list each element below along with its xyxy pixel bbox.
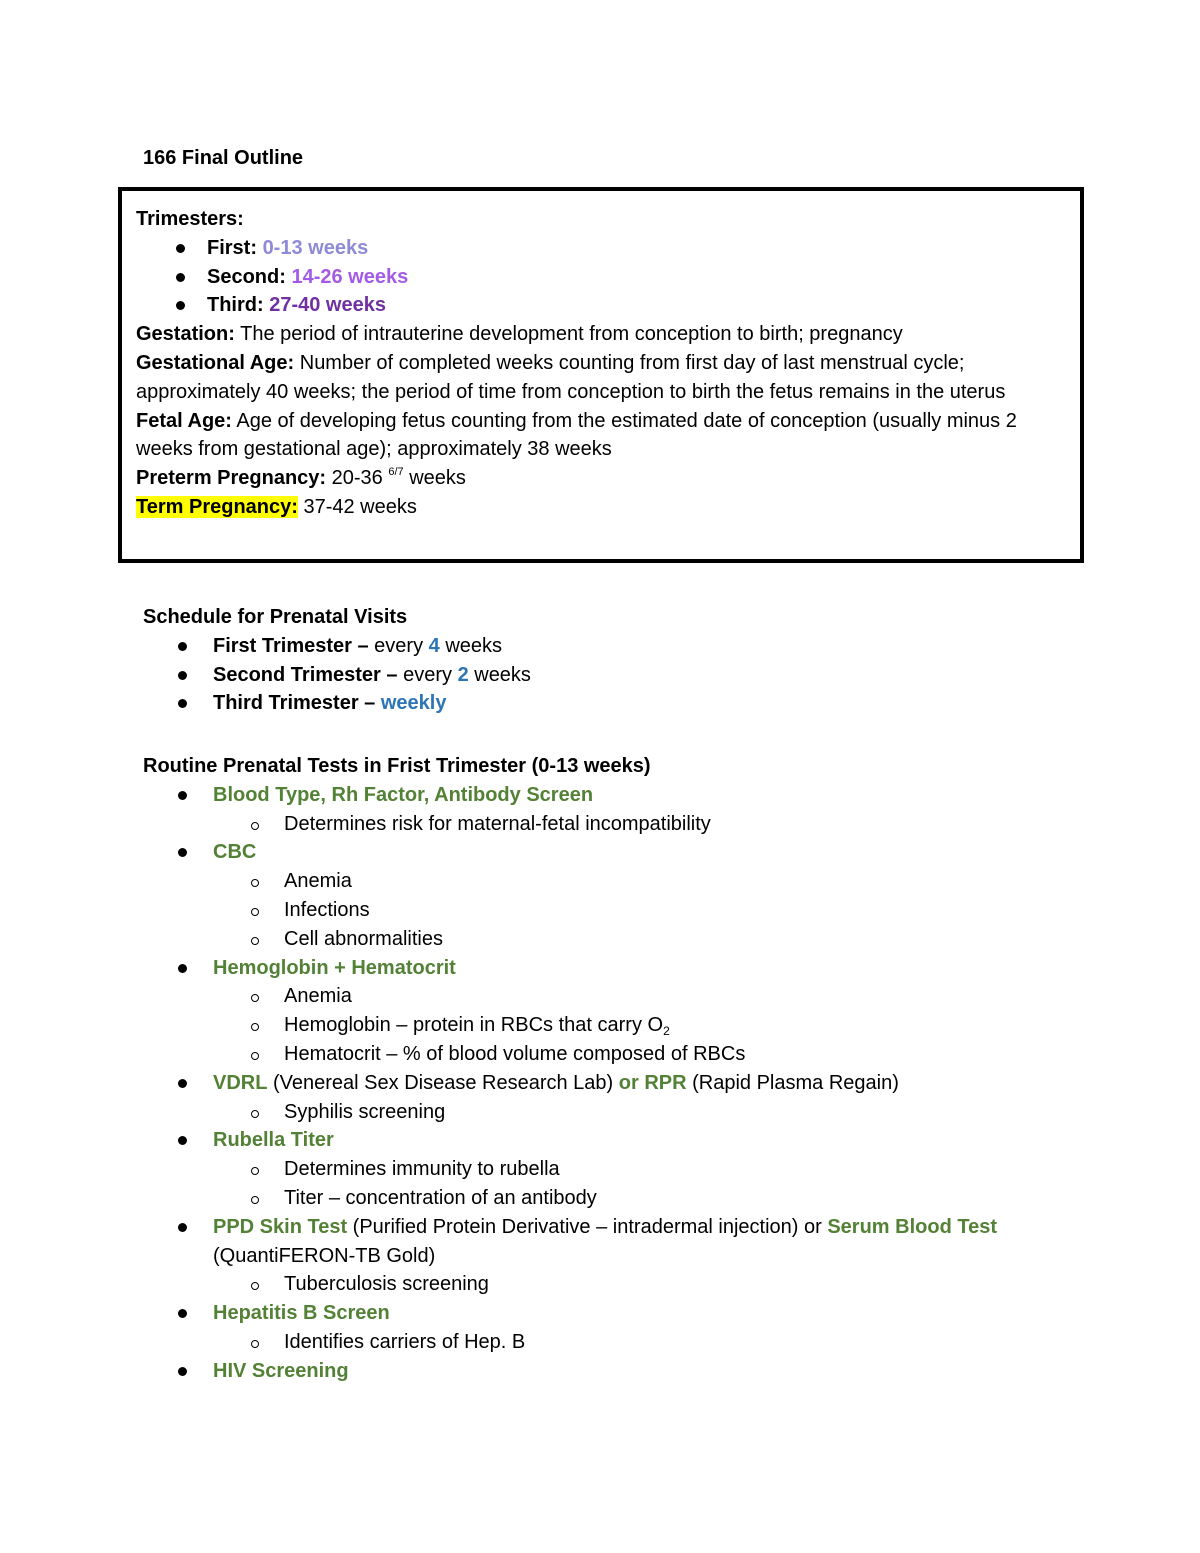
bullet-icon [178, 1079, 187, 1088]
sub-item [143, 867, 1083, 896]
test-hepatitis-b [143, 1299, 1083, 1328]
sub-item-text: Determines immunity to rubella [284, 1158, 560, 1181]
gestational-age-definition [136, 349, 1066, 407]
sub-item [143, 982, 1083, 1011]
chemical-subscript: 2 [663, 1024, 670, 1039]
schedule-text-end: weeks [468, 663, 531, 686]
bullet-icon [178, 964, 187, 973]
sub-bullet-icon [251, 1052, 259, 1060]
sub-item [143, 1011, 1083, 1040]
trimester-range: 0-13 weeks [262, 236, 369, 259]
schedule-item-third [143, 689, 531, 718]
term-definition: 20-36 [326, 467, 389, 490]
sub-item-text: Determines risk for maternal-fetal incompatibility [284, 812, 711, 835]
preterm-definition [136, 464, 1066, 493]
schedule-frequency: 2 [457, 663, 469, 686]
test-hiv [143, 1357, 1083, 1386]
sub-item [143, 1098, 1083, 1127]
sub-item [143, 1040, 1083, 1069]
schedule-label: Second Trimester – [213, 663, 398, 686]
sub-item [143, 1270, 1083, 1299]
definitions-content [136, 205, 1066, 522]
gestation-definition [136, 320, 1066, 349]
trimester-label: Second: [207, 265, 286, 288]
term-definition: 37-42 weeks [297, 495, 417, 518]
test-blood-type [143, 781, 1083, 810]
test-ppd [143, 1213, 1083, 1242]
bullet-icon [178, 671, 187, 680]
sub-item [143, 925, 1083, 954]
bullet-icon [178, 791, 187, 800]
term-definition-row [136, 493, 1066, 522]
term-label-highlighted: Term Pregnancy: [136, 495, 298, 518]
schedule-section [143, 603, 531, 718]
sub-bullet-icon [251, 1110, 259, 1118]
term-label: Gestational Age: [136, 351, 295, 374]
sub-item-text: Anemia [284, 870, 352, 893]
test-name: Hepatitis B Screen [213, 1302, 390, 1325]
document-title: 166 Final Outline [143, 147, 304, 169]
sub-bullet-icon [251, 994, 259, 1002]
bullet-icon [176, 244, 185, 253]
term-definition: Number of completed weeks counting from first day of last menstrual cycle; approximately 40 weeks; the period of time from conception to birth the fetus remains in the uterus [136, 351, 1006, 403]
term-label: Fetal Age: [136, 409, 232, 432]
trimester-label: Third: [207, 294, 264, 317]
test-description: (Venereal Sex Disease Research Lab) [267, 1071, 619, 1094]
sub-bullet-icon [251, 1023, 259, 1031]
test-vdrl-rpr [143, 1069, 1083, 1098]
sub-item-text: Hemoglobin – protein in RBCs that carry O [284, 1014, 664, 1037]
term-definition: The period of intrauterine development from conception to birth; pregnancy [234, 323, 903, 346]
test-description-alt: (QuantiFERON-TB Gold) [213, 1244, 436, 1267]
schedule-frequency: weekly [380, 692, 447, 715]
sub-item-text: Anemia [284, 985, 352, 1008]
sub-item-text: Tuberculosis screening [284, 1273, 489, 1296]
test-name: CBC [213, 841, 257, 864]
sub-bullet-icon [251, 1282, 259, 1290]
sub-bullet-icon [251, 822, 259, 830]
sub-bullet-icon [251, 1167, 259, 1175]
sub-item-text: Syphilis screening [284, 1100, 446, 1123]
schedule-text-end: weeks [439, 634, 503, 657]
sub-bullet-icon [251, 908, 259, 916]
sub-item-text: Cell abnormalities [284, 927, 443, 950]
schedule-item-first [143, 632, 531, 661]
test-description-alt: (Rapid Plasma Regain) [686, 1071, 899, 1094]
trimester-label: First: [207, 236, 257, 259]
definitions-box [118, 187, 1084, 563]
sub-item [143, 896, 1083, 925]
test-description: (Purified Protein Derivative – intradermal injection) or [347, 1215, 828, 1238]
bullet-icon [178, 642, 187, 651]
test-name-alt: Serum Blood Test [827, 1215, 997, 1238]
tests-section [143, 752, 1083, 1386]
sub-bullet-icon [251, 879, 259, 887]
test-name: HIV Screening [213, 1359, 349, 1382]
test-name: PPD Skin Test [213, 1215, 348, 1238]
schedule-text: every [397, 663, 458, 686]
trimester-range: 27-40 weeks [269, 294, 386, 317]
test-name-alt: or RPR [618, 1071, 687, 1094]
bullet-icon [178, 1309, 187, 1318]
test-name: Blood Type, Rh Factor, Antibody Screen [213, 783, 594, 806]
trimester-range: 14-26 weeks [291, 265, 409, 288]
bullet-icon [178, 1136, 187, 1145]
sub-item-text: Titer – concentration of an antibody [284, 1186, 597, 1209]
test-name: Hemoglobin + Hematocrit [213, 956, 456, 979]
test-rubella [143, 1126, 1083, 1155]
term-definition-end: weeks [403, 467, 466, 490]
schedule-frequency: 4 [428, 634, 440, 657]
test-name: Rubella Titer [213, 1129, 334, 1152]
bullet-icon [178, 1367, 187, 1376]
schedule-label: First Trimester – [213, 634, 369, 657]
sub-bullet-icon [251, 937, 259, 945]
sub-item [143, 810, 1083, 839]
schedule-heading: Schedule for Prenatal Visits [143, 606, 408, 628]
sub-item [143, 1184, 1083, 1213]
schedule-item-second [143, 661, 531, 690]
tests-heading: Routine Prenatal Tests in Frist Trimester (0-13 weeks) [143, 755, 651, 777]
sub-item [143, 1155, 1083, 1184]
sub-item-text: Hematocrit – % of blood volume composed of RBCs [284, 1042, 746, 1065]
fetal-age-definition [136, 407, 1066, 465]
bullet-icon [176, 301, 185, 310]
bullet-icon [178, 848, 187, 857]
sub-item-text: Identifies carriers of Hep. B [284, 1330, 526, 1353]
term-label: Gestation: [136, 323, 235, 346]
test-hemoglobin-hematocrit [143, 954, 1083, 983]
fraction-superscript: 6/7 [388, 466, 404, 479]
sub-bullet-icon [251, 1196, 259, 1204]
schedule-text: every [368, 634, 429, 657]
trimester-first [136, 234, 1066, 263]
trimester-third [136, 291, 1066, 320]
trimesters-heading: Trimesters: [136, 208, 244, 230]
sub-bullet-icon [251, 1340, 259, 1348]
bullet-icon [176, 273, 185, 282]
test-ppd-continued [143, 1242, 1083, 1271]
bullet-icon [178, 1223, 187, 1232]
term-label: Preterm Pregnancy: [136, 467, 327, 490]
sub-item [143, 1328, 1083, 1357]
sub-item-text: Infections [284, 898, 370, 921]
schedule-label: Third Trimester – [213, 692, 376, 715]
trimester-second [136, 263, 1066, 292]
test-cbc [143, 838, 1083, 867]
term-definition: Age of developing fetus counting from the estimated date of conception (usually minus 2 weeks from gestational age); approximately 38 weeks [136, 409, 1017, 461]
bullet-icon [178, 699, 187, 708]
test-name: VDRL [213, 1071, 268, 1094]
